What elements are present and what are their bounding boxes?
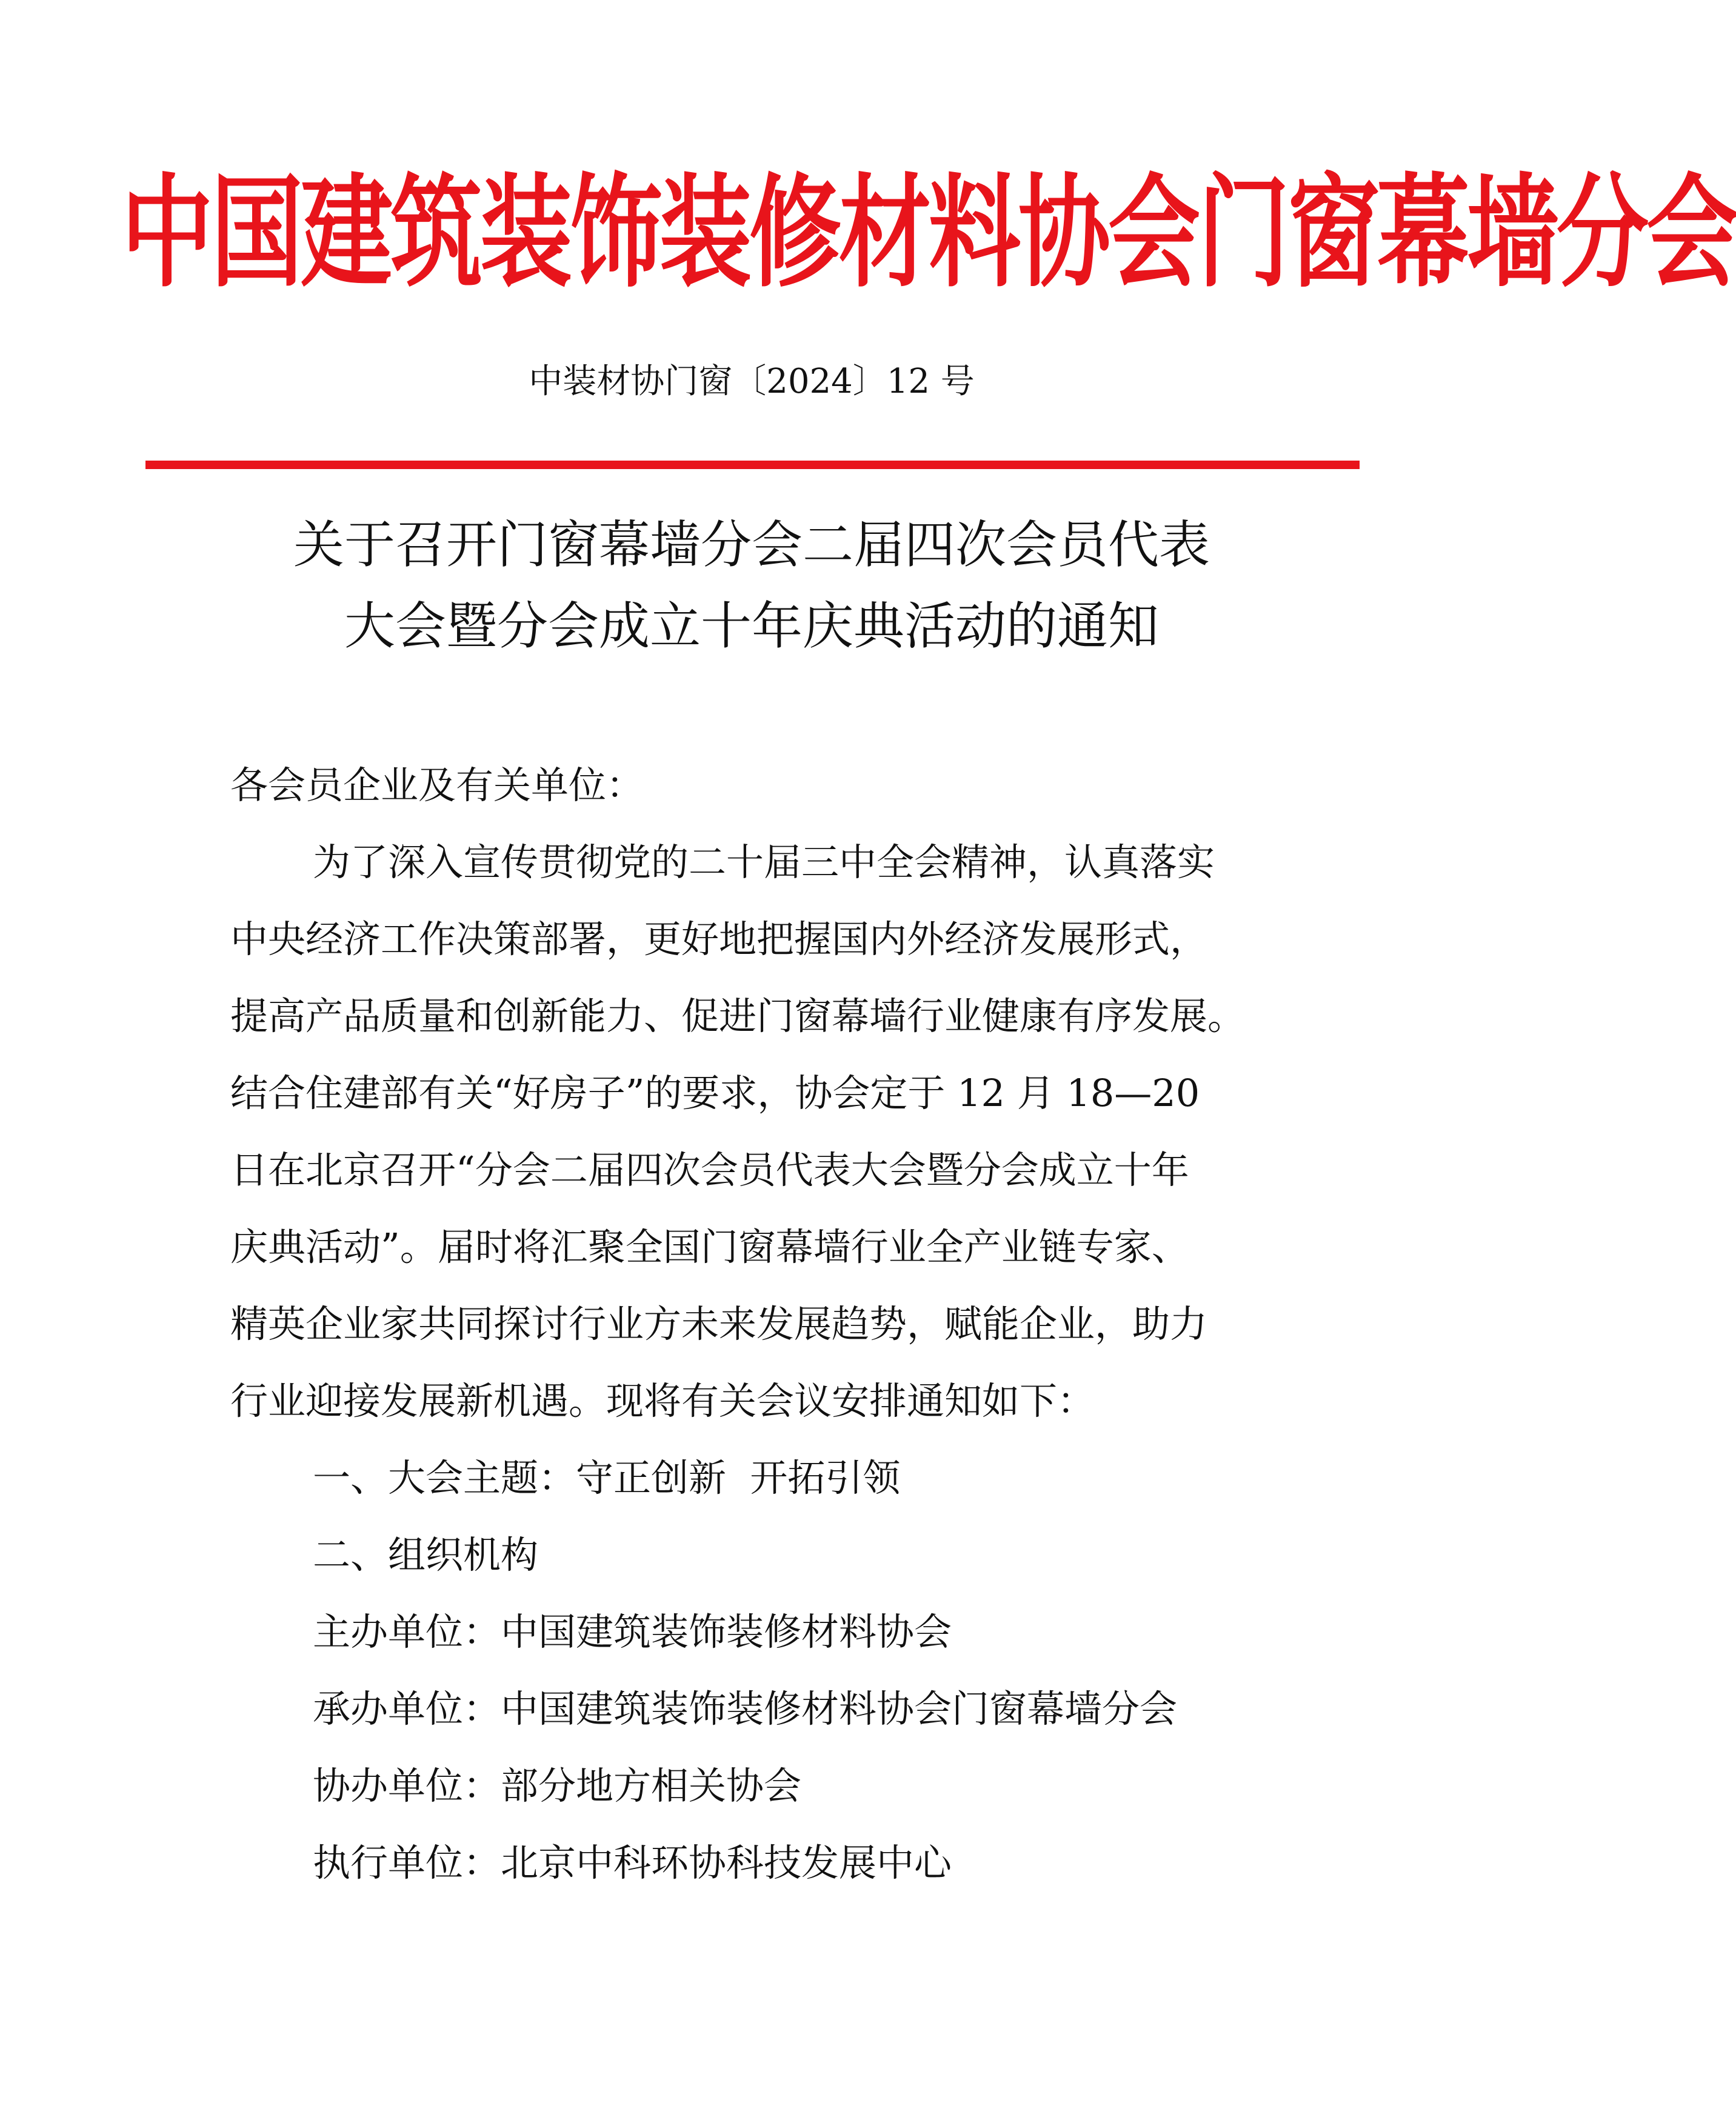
paragraph-line: 中央经济工作决策部署，更好地把握国内外经济发展形式，	[230, 917, 1208, 961]
section-theme: 一、大会主题：守正创新 开拓引领	[313, 1456, 901, 1500]
red-divider-line	[145, 461, 1360, 469]
organizer-undertaker: 承办单位：中国建筑装饰装修材料协会门窗幕墙分会	[313, 1687, 1178, 1731]
paragraph-line: 为了深入宣传贯彻党的二十届三中全会精神，认真落实	[313, 840, 1215, 884]
notice-body	[230, 747, 1309, 1901]
paragraph-line: 行业迎接发展新机遇。现将有关会议安排通知如下：	[230, 1379, 1095, 1423]
document-number: 中装材协门窗〔2024〕12 号	[529, 362, 975, 401]
salutation: 各会员企业及有关单位：	[230, 763, 644, 807]
organizer-host: 主办单位：中国建筑装饰装修材料协会	[313, 1610, 952, 1654]
organizer-executor: 执行单位：北京中科环协科技发展中心	[313, 1841, 952, 1885]
paragraph-line: 庆典活动”。届时将汇聚全国门窗幕墙行业全产业链专家、	[230, 1225, 1189, 1269]
paragraph-line: 结合住建部有关“好房子”的要求，协会定于 12 月 18—20	[230, 1071, 1200, 1115]
notice-title-line-2: 大会暨分会成立十年庆典活动的通知	[344, 596, 1159, 656]
organization-header-title: 中国建筑装饰装修材料协会门窗幕墙分会	[121, 162, 1736, 304]
paragraph-line: 提高产品质量和创新能力、促进门窗幕墙行业健康有序发展。	[230, 994, 1246, 1038]
section-organization: 二、组织机构	[313, 1533, 539, 1577]
paragraph-line: 精英企业家共同探讨行业方未来发展趋势，赋能企业，助力	[230, 1302, 1208, 1346]
paragraph-line: 日在北京召开“分会二届四次会员代表大会暨分会成立十年	[230, 1148, 1189, 1192]
notice-title-line-1: 关于召开门窗幕墙分会二届四次会员代表	[293, 515, 1210, 575]
organizer-co-organizer: 协办单位：部分地方相关协会	[313, 1764, 802, 1808]
notice-title	[0, 504, 1503, 667]
